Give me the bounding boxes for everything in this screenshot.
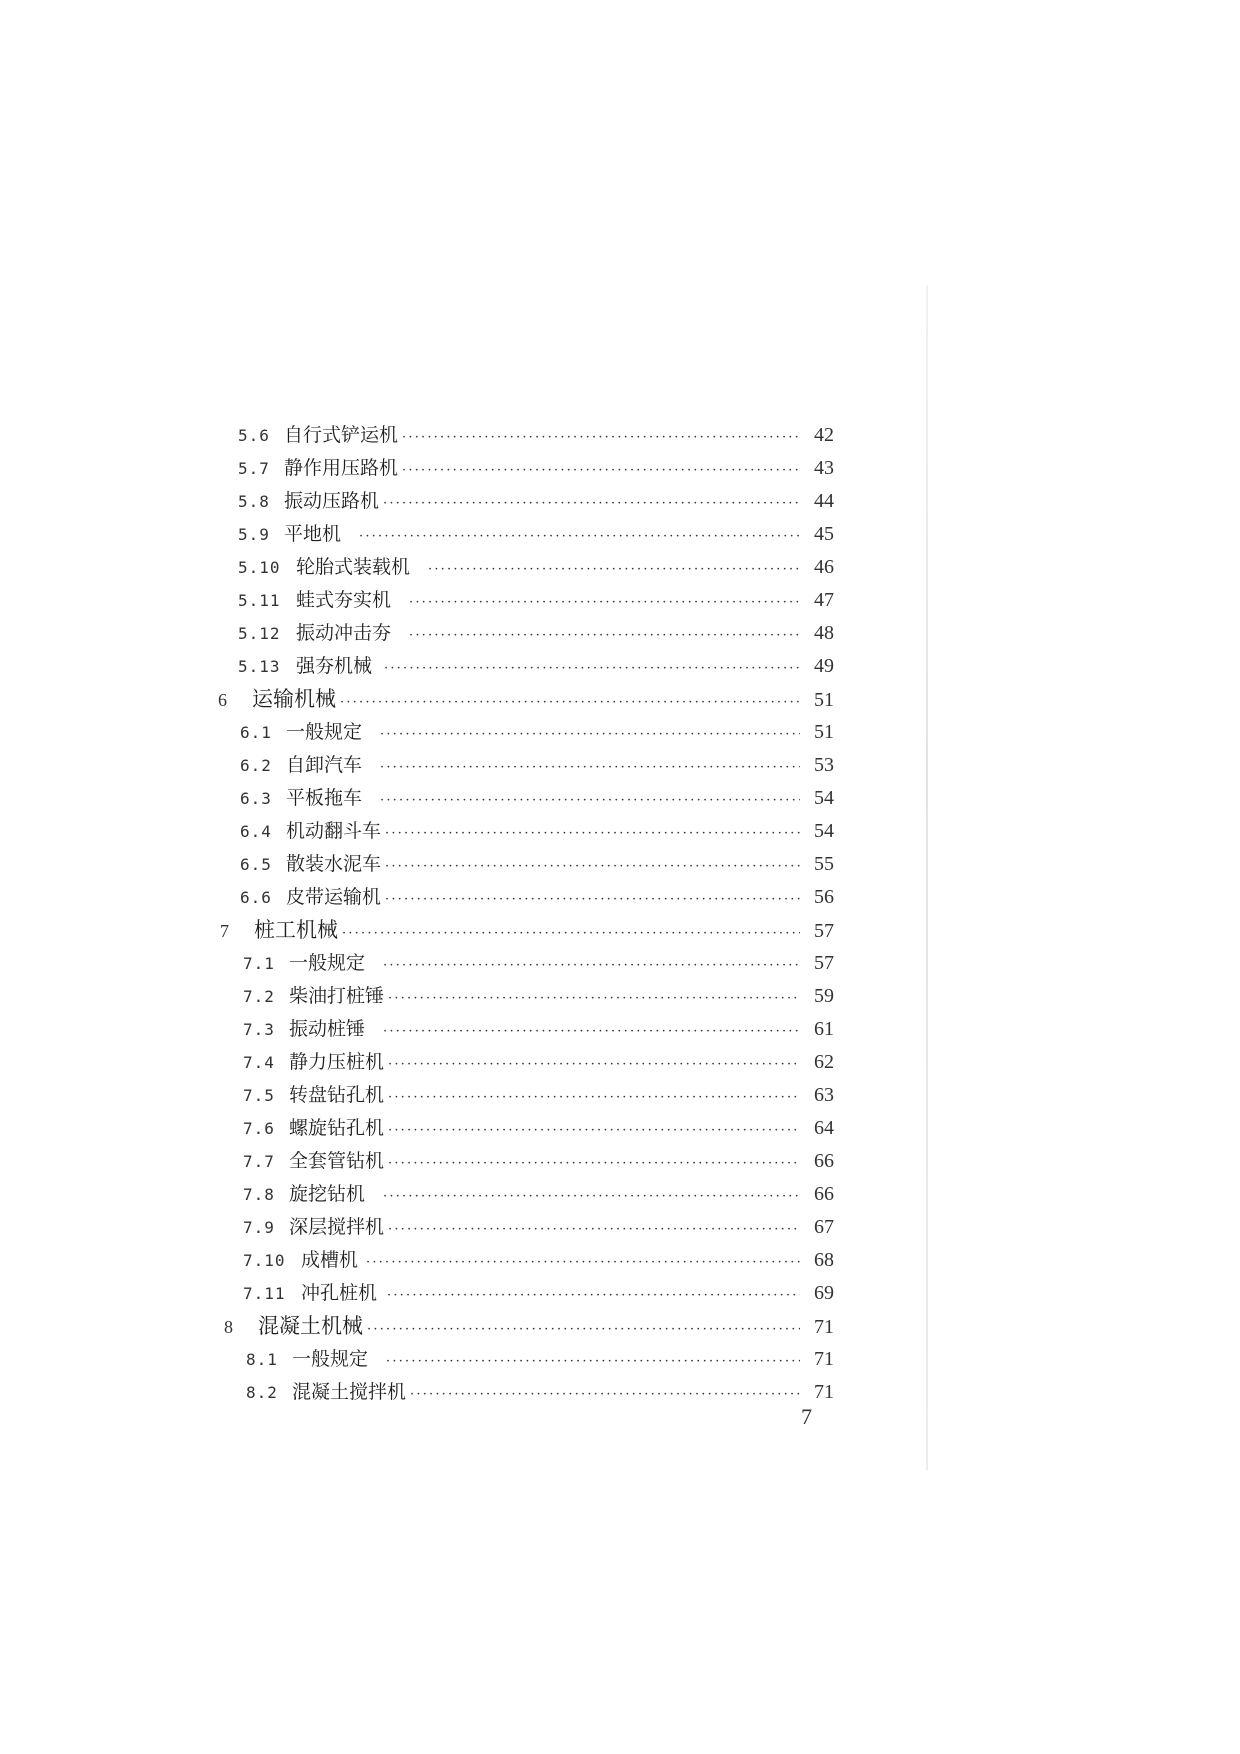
toc-chapter[interactable] <box>224 1311 834 1341</box>
toc-entry-number: 7.3 <box>243 1020 275 1039</box>
toc-entry-title: 混凝土搅拌机 <box>292 1381 407 1403</box>
toc-entry[interactable] <box>240 750 834 780</box>
toc-entry-page: 45 <box>814 523 834 545</box>
toc-entry-title: 机动翻斗车 <box>286 820 382 842</box>
toc-entry-page: 46 <box>814 556 834 578</box>
toc-entry-number: 8.1 <box>246 1350 278 1369</box>
toc-entry[interactable] <box>240 717 834 747</box>
toc-entry-page: 55 <box>814 853 834 875</box>
toc-entry-title: 全套管钻机 <box>289 1150 385 1172</box>
dot-leader <box>388 1149 800 1179</box>
toc-entry-number: 5.10 <box>238 558 281 577</box>
toc-entry-number: 6.4 <box>240 822 272 841</box>
toc-entry-number: 6.3 <box>240 789 272 808</box>
toc-entry-number: 7.2 <box>243 987 275 1006</box>
toc-chapter-title: 混凝土机械 <box>258 1314 363 1338</box>
toc-entry[interactable] <box>238 552 834 582</box>
toc-entry-title: 自行式铲运机 <box>284 424 399 446</box>
dot-leader <box>386 1347 800 1377</box>
toc-chapter-title: 桩工机械 <box>254 918 338 942</box>
dot-leader <box>340 688 800 718</box>
toc-chapter-page: 51 <box>814 689 834 711</box>
toc-entry-title: 旋挖钻机 <box>289 1183 366 1205</box>
toc-entry-number: 7.6 <box>243 1119 275 1138</box>
toc-entry[interactable] <box>240 816 834 846</box>
toc-entry[interactable] <box>246 1377 834 1407</box>
dot-leader <box>367 1315 800 1345</box>
toc-entry-page: 64 <box>814 1117 834 1139</box>
dot-leader <box>388 1050 800 1080</box>
toc-entry-number: 7.5 <box>243 1086 275 1105</box>
toc-entry-page: 67 <box>814 1216 834 1238</box>
toc-entry-title: 强夯机械 <box>296 655 373 677</box>
toc-entry[interactable] <box>238 486 834 516</box>
toc-entry-title: 静力压桩机 <box>289 1051 385 1073</box>
toc-chapter-number: 8 <box>224 1317 233 1337</box>
dot-leader <box>384 654 800 684</box>
toc-chapter[interactable] <box>218 684 834 714</box>
toc-chapter[interactable] <box>220 915 834 945</box>
toc-entry[interactable] <box>238 420 834 450</box>
toc-entry-title: 转盘钻孔机 <box>289 1084 385 1106</box>
toc-entry-page: 69 <box>814 1282 834 1304</box>
toc-entry[interactable] <box>243 1113 834 1143</box>
toc-entry[interactable] <box>238 453 834 483</box>
toc-entry-number: 8.2 <box>246 1383 278 1402</box>
toc-entry-number: 5.12 <box>238 624 281 643</box>
toc-entry-number: 5.8 <box>238 492 270 511</box>
toc-entry[interactable] <box>243 1146 834 1176</box>
page-number: 7 <box>801 1404 812 1429</box>
dot-leader <box>383 1017 800 1047</box>
dot-leader <box>366 1248 800 1278</box>
toc-entry-number: 6.6 <box>240 888 272 907</box>
toc-entry[interactable] <box>238 585 834 615</box>
toc-entry-page: 42 <box>814 424 834 446</box>
toc-entry-number: 5.9 <box>238 525 270 544</box>
toc-entry-page: 66 <box>814 1150 834 1172</box>
dot-leader <box>388 1083 800 1113</box>
dot-leader <box>383 1182 800 1212</box>
toc-entry-page: 43 <box>814 457 834 479</box>
toc-entry-page: 54 <box>814 787 834 809</box>
toc-entry[interactable] <box>240 783 834 813</box>
toc-entry[interactable] <box>240 849 834 879</box>
toc-entry-page: 51 <box>814 721 834 743</box>
dot-leader <box>359 522 800 552</box>
toc-entry-title: 轮胎式装载机 <box>296 556 411 578</box>
page-edge-shadow <box>926 285 928 1470</box>
toc-entry-number: 6.1 <box>240 723 272 742</box>
toc-entry[interactable] <box>243 981 834 1011</box>
toc-entry-title: 振动桩锤 <box>289 1018 366 1040</box>
toc-entry-number: 7.10 <box>243 1251 286 1270</box>
toc-entry-page: 56 <box>814 886 834 908</box>
toc-entry[interactable] <box>243 1245 834 1275</box>
dot-leader <box>383 951 800 981</box>
toc-entry-page: 57 <box>814 952 834 974</box>
toc-entry-title: 一般规定 <box>289 952 366 974</box>
toc-entry-title: 冲孔桩机 <box>301 1282 378 1304</box>
toc-entry-title: 柴油打桩锤 <box>289 985 385 1007</box>
toc-entry[interactable] <box>243 948 834 978</box>
toc-entry[interactable] <box>243 1179 834 1209</box>
toc-entry-title: 散装水泥车 <box>286 853 382 875</box>
toc-entry-number: 5.11 <box>238 591 281 610</box>
toc-chapter-page: 71 <box>814 1316 834 1338</box>
toc-entry-page: 68 <box>814 1249 834 1271</box>
dot-leader <box>385 885 800 915</box>
toc-chapter-number: 6 <box>218 690 227 710</box>
toc-entry-title: 成槽机 <box>301 1249 359 1271</box>
toc-entry[interactable] <box>238 618 834 648</box>
dot-leader <box>387 1281 800 1311</box>
toc-entry[interactable] <box>243 1080 834 1110</box>
dot-leader <box>380 786 800 816</box>
toc-entry[interactable] <box>240 882 834 912</box>
toc-entry-title: 振动冲击夯 <box>296 622 392 644</box>
toc-entry-title: 振动压路机 <box>284 490 380 512</box>
dot-leader <box>409 621 800 651</box>
toc-chapter-page: 57 <box>814 920 834 942</box>
toc-entry-number: 6.2 <box>240 756 272 775</box>
dot-leader <box>402 456 800 486</box>
toc-entry-title: 皮带运输机 <box>286 886 382 908</box>
dot-leader <box>428 555 800 585</box>
toc-entry-title: 一般规定 <box>286 721 363 743</box>
toc-entry-number: 6.5 <box>240 855 272 874</box>
toc-entry-number: 7.11 <box>243 1284 286 1303</box>
toc-entry-page: 62 <box>814 1051 834 1073</box>
toc-entry-page: 48 <box>814 622 834 644</box>
toc-entry-page: 63 <box>814 1084 834 1106</box>
toc-entry[interactable] <box>238 519 834 549</box>
toc-entry-page: 44 <box>814 490 834 512</box>
dot-leader <box>385 852 800 882</box>
toc-entry-page: 47 <box>814 589 834 611</box>
toc-entry-page: 49 <box>814 655 834 677</box>
toc-entry-title: 螺旋钻孔机 <box>289 1117 385 1139</box>
toc-entry-number: 5.13 <box>238 657 281 676</box>
dot-leader <box>388 984 800 1014</box>
toc-entry-title: 静作用压路机 <box>284 457 399 479</box>
toc-entry-title: 平板拖车 <box>286 787 363 809</box>
toc-entry-page: 53 <box>814 754 834 776</box>
toc-entry-title: 蛙式夯实机 <box>296 589 392 611</box>
toc-entry[interactable] <box>243 1278 834 1308</box>
toc-entry[interactable] <box>246 1344 834 1374</box>
toc-chapter-title: 运输机械 <box>252 687 336 711</box>
dot-leader <box>388 1116 800 1146</box>
toc-entry-title: 自卸汽车 <box>286 754 363 776</box>
toc-entry-title: 平地机 <box>284 523 342 545</box>
toc-entry-title: 深层搅拌机 <box>289 1216 385 1238</box>
dot-leader <box>342 919 800 949</box>
toc-entry-page: 54 <box>814 820 834 842</box>
dot-leader <box>402 423 800 453</box>
toc-entry-page: 71 <box>814 1348 834 1370</box>
dot-leader <box>410 1380 800 1410</box>
toc-entry-number: 7.8 <box>243 1185 275 1204</box>
toc-entry-page: 66 <box>814 1183 834 1205</box>
dot-leader <box>388 1215 800 1245</box>
dot-leader <box>409 588 800 618</box>
dot-leader <box>383 489 800 519</box>
toc-entry-page: 61 <box>814 1018 834 1040</box>
toc-entry[interactable] <box>243 1212 834 1242</box>
toc-entry-number: 7.7 <box>243 1152 275 1171</box>
toc-entry-page: 71 <box>814 1381 834 1403</box>
toc-entry-page: 59 <box>814 985 834 1007</box>
toc-entry-number: 5.6 <box>238 426 270 445</box>
dot-leader <box>380 753 800 783</box>
toc-entry-number: 7.1 <box>243 954 275 973</box>
toc-entry-number: 7.4 <box>243 1053 275 1072</box>
toc-entry[interactable] <box>238 651 834 681</box>
dot-leader <box>385 819 800 849</box>
dot-leader <box>380 720 800 750</box>
toc-entry-title: 一般规定 <box>292 1348 369 1370</box>
toc-entry-number: 7.9 <box>243 1218 275 1237</box>
toc-chapter-number: 7 <box>220 921 229 941</box>
toc-entry-number: 5.7 <box>238 459 270 478</box>
toc-entry[interactable] <box>243 1014 834 1044</box>
toc-entry[interactable] <box>243 1047 834 1077</box>
